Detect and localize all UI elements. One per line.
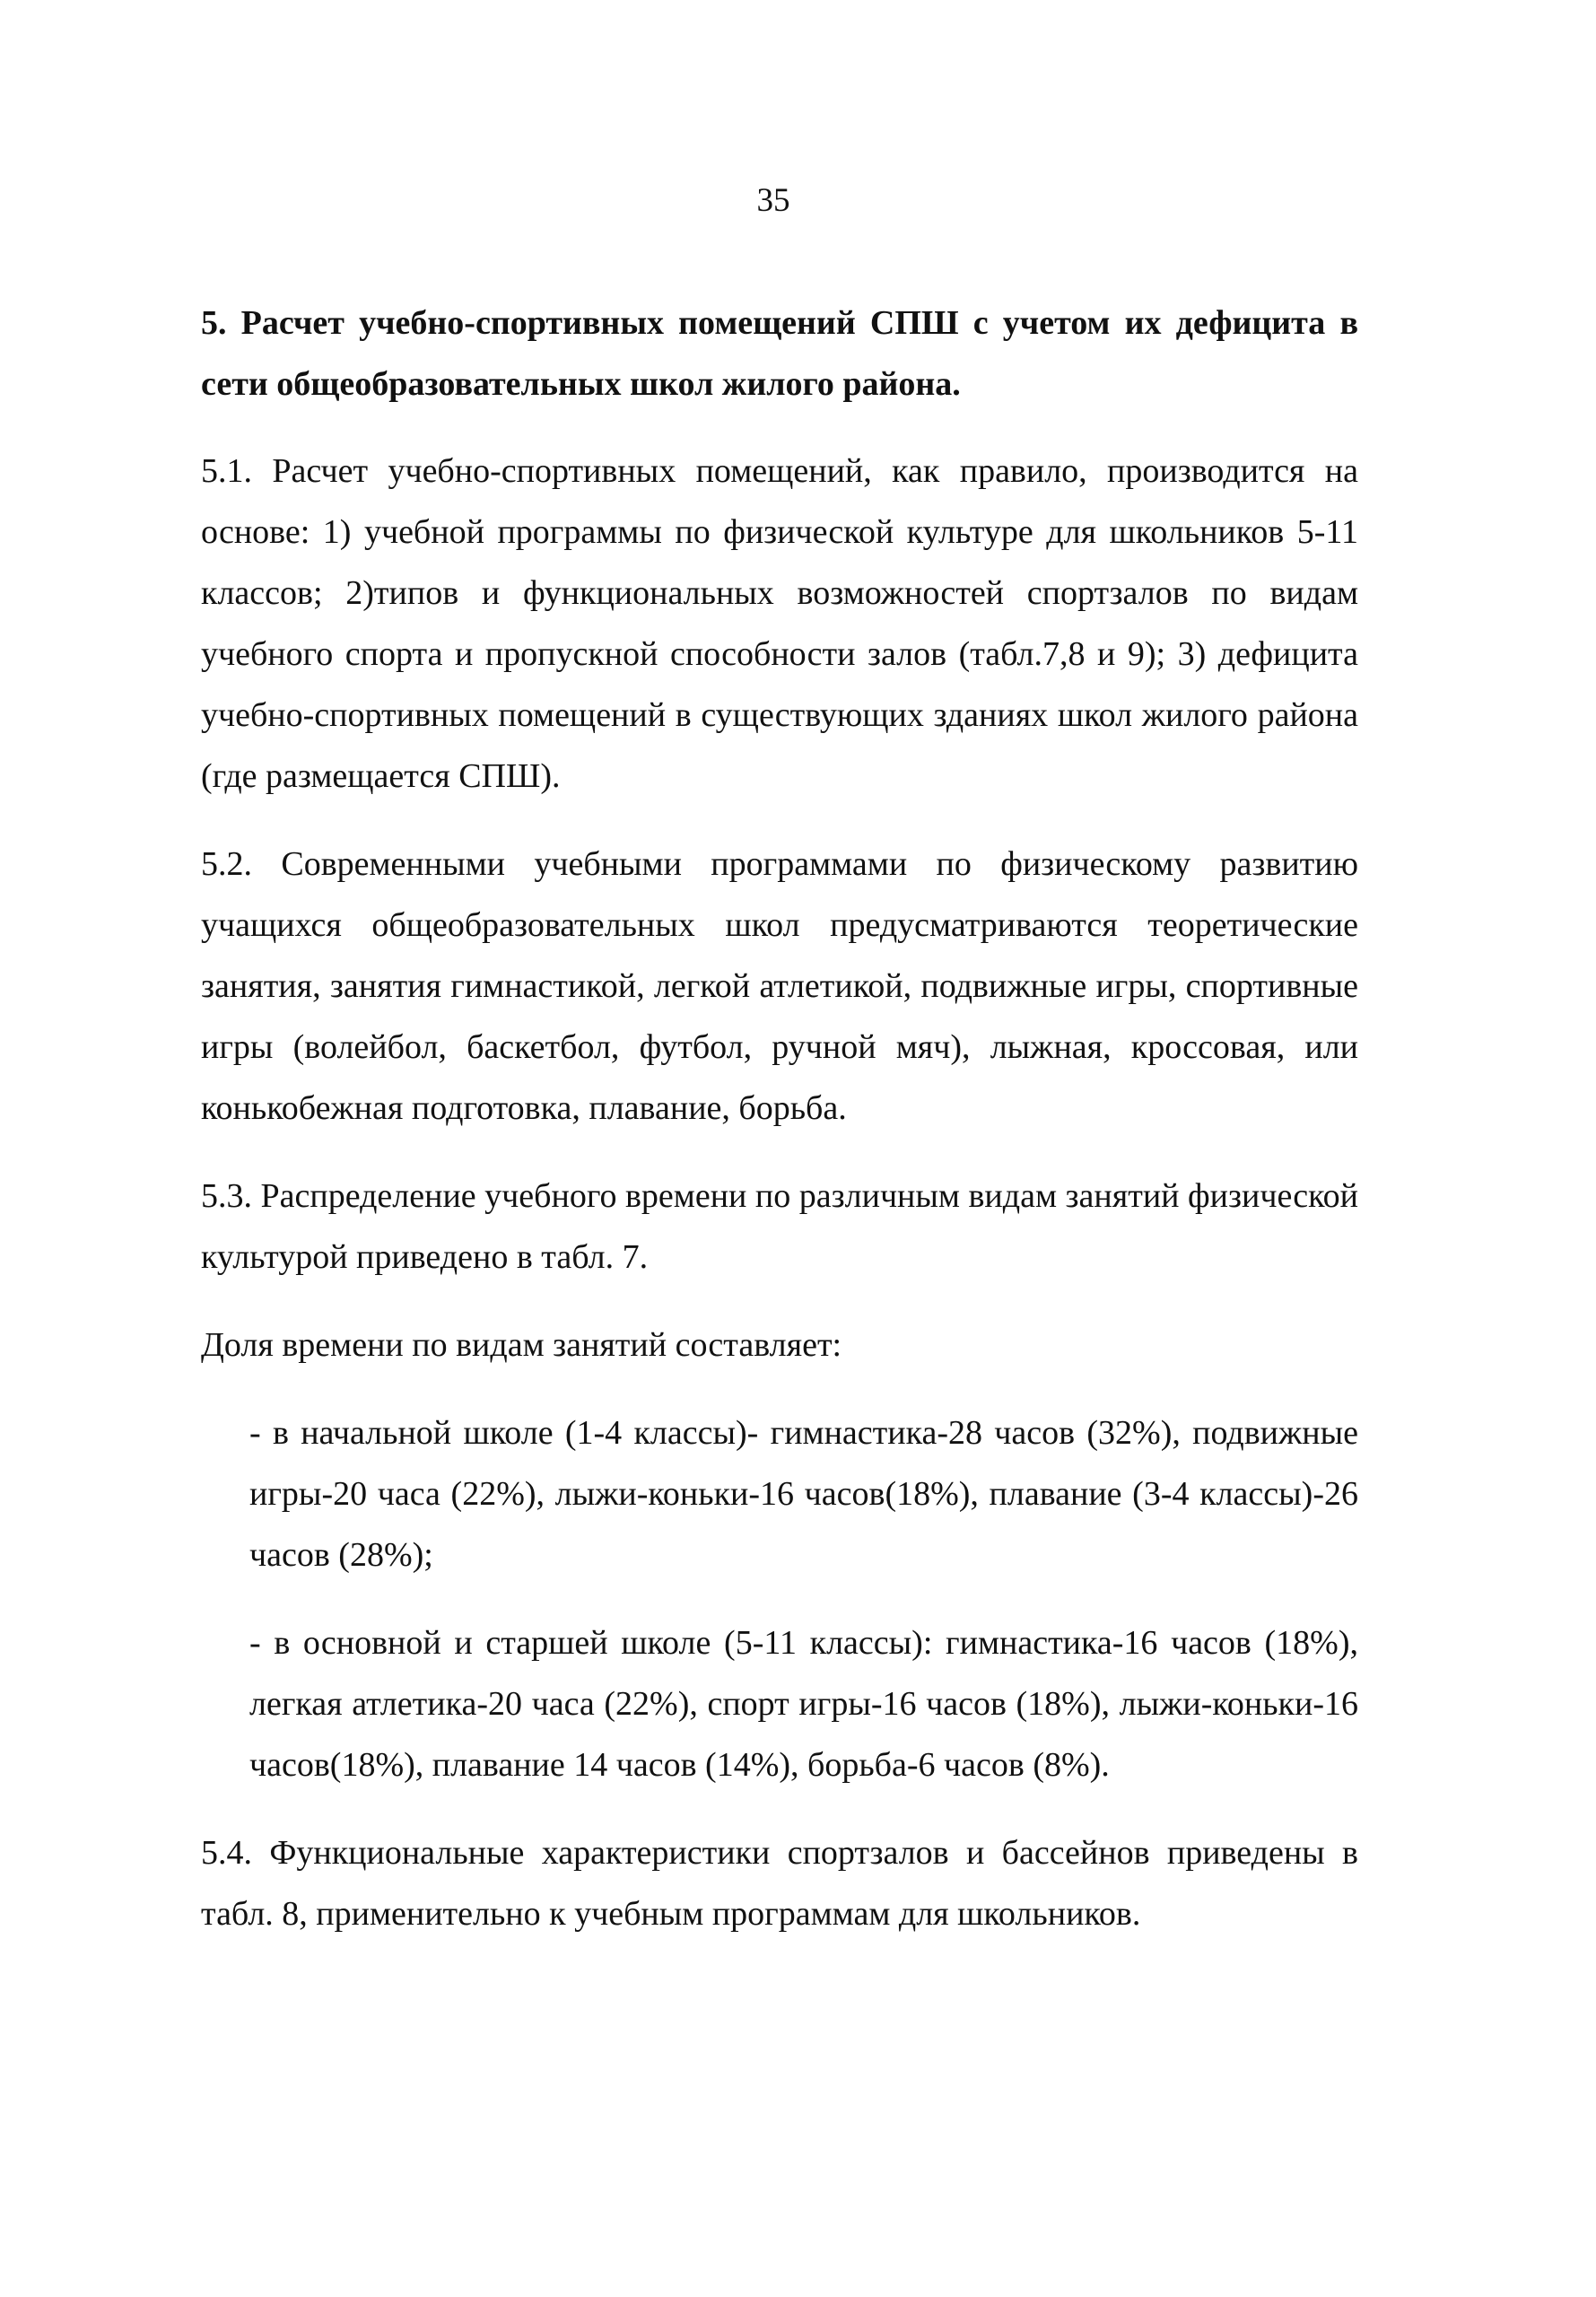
paragraph-5-3: 5.3. Распределение учебного времени по различным видам занятий физической культурой приведено в табл. 7. xyxy=(201,1177,1358,1276)
page-number: 35 xyxy=(756,182,790,219)
paragraph-5-1: 5.1. Расчет учебно-спортивных помещений, как правило, производится на основе: 1) учебной программы по физической культуре для школьников 5-11 классов; 2)типов и функциональных возможностей спортзалов по видам учебного спорта и пропускной способности залов (табл.7,8 и 9); 3) дефицита учебно-спортивных помещений в существующих зданиях школ жилого района (где размещается СПШ). xyxy=(201,452,1358,795)
time-share-lead: Доля времени по видам занятий составляет: xyxy=(201,1326,842,1364)
bullet-secondary-school: - в основной и старшей школе (5-11 классы): гимнастика-16 часов (18%), легкая атлетика-20 часа (22%), спорт игры-16 часов (18%), лыжи-коньки-16 часов(18%), плавание 14 часов (14%), борьба-6 часов (8%). xyxy=(249,1624,1358,1784)
page-body xyxy=(201,293,1358,1944)
section-heading: 5. Расчет учебно-спортивных помещений СПШ с учетом их дефицита в сети общеобразовательных школ жилого района. xyxy=(201,304,1358,403)
paragraph-5-2: 5.2. Современными учебными программами по физическому развитию учащихся общеобразовательных школ предусматриваются теоретические занятия, занятия гимнастикой, легкой атлетикой, подвижные игры, спортивные игры (волейбол, баскетбол, футбол, ручной мяч), лыжная, кроссовая, или конькобежная подготовка, плавание, борьба. xyxy=(201,845,1358,1127)
bullet-primary-school: - в начальной школе (1-4 классы)- гимнастика-28 часов (32%), подвижные игры-20 часа (22%), лыжи-коньки-16 часов(18%), плавание (3-4 классы)-26 часов (28%); xyxy=(249,1414,1358,1574)
paragraph-5-4: 5.4. Функциональные характеристики спортзалов и бассейнов приведены в табл. 8, применительно к учебным программам для школьников. xyxy=(201,1834,1358,1933)
